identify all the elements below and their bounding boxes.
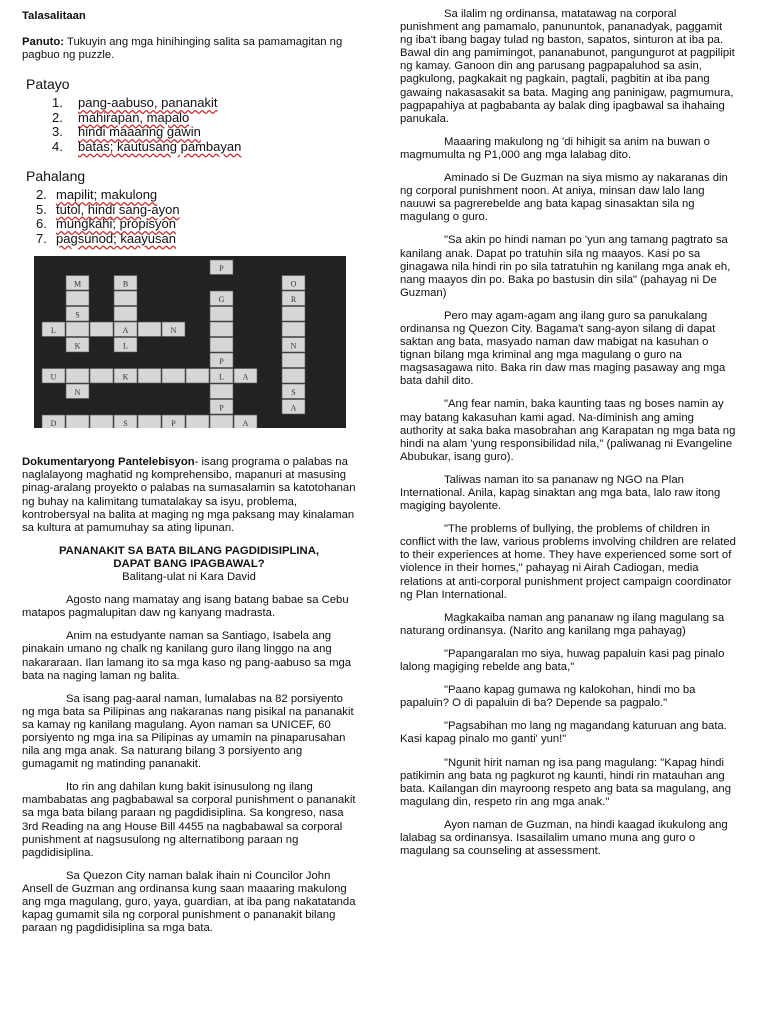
- crossword-cell: [162, 415, 185, 428]
- crossword-letter: S: [291, 388, 296, 398]
- clue-number: 2.: [52, 109, 63, 125]
- crossword-cell: [114, 415, 137, 428]
- crossword-cell: [282, 307, 305, 322]
- clue-item: [36, 232, 356, 247]
- crossword-letter: K: [122, 372, 129, 382]
- crossword-cell: [66, 276, 89, 291]
- crossword-cell: [66, 384, 89, 399]
- crossword-cell: [90, 369, 113, 384]
- clue-text: pagsunod; kaayusan: [56, 230, 176, 246]
- crossword-letter: S: [75, 310, 80, 320]
- clue-number: 1.: [52, 95, 63, 111]
- crossword-letter: P: [219, 357, 224, 367]
- crossword-cell: [162, 369, 185, 384]
- crossword-cell: [66, 369, 89, 384]
- clue-item: [36, 217, 356, 232]
- crossword-cell: [210, 384, 233, 399]
- clue-item: [36, 203, 356, 218]
- crossword-letter: N: [74, 388, 81, 398]
- crossword-letter: D: [50, 419, 57, 429]
- article-title-line2: DAPAT BANG IPAGBAWAL?: [113, 557, 265, 570]
- crossword-cell: [114, 307, 137, 322]
- clue-text: mapilit; makulong: [56, 187, 158, 203]
- crossword-cell: [210, 291, 233, 306]
- article-paragraph: "Ang fear namin, baka kaunting taas ng boses namin ay may batang kakasuhan kami agad. Na-diminish ang aming authority at saka baka masobrahan ang Karapatan ng mga bata ng hindi na alam 'yung responsibilidad nila," (paliwanag ni Evangeline Abubukar, isang guro).: [400, 398, 736, 463]
- crossword-cell: [90, 322, 113, 337]
- instructions-label: Panuto:: [22, 36, 65, 49]
- crossword-letter: A: [290, 403, 297, 413]
- clue-item: [52, 125, 356, 140]
- crossword-letter: R: [290, 295, 297, 305]
- clue-text: mahirapan, mapalo: [78, 109, 190, 125]
- right-column: [400, 8, 736, 868]
- article-paragraph: Sa isang pag-aaral naman, lumalabas na 82 porsiyento ng mga bata sa Pilipinas ang nakaranas nang pisikal na pananakit sa kamay ng kanilang magulang. Ayon naman sa UNICEF, 60 porsiyento ng mga ina sa Pilipinas ay umamin na pinaparusahan nila ang mga anak. Sa naturang bilang 3 porsiyento ang gumagamit ng matinding pananakit.: [22, 692, 354, 771]
- definition-term: Dokumentaryong Pantelebisyon: [22, 456, 195, 469]
- crossword-letter: L: [123, 341, 128, 351]
- article-paragraph: "Ngunit hirit naman ng isa pang magulang: "Kapag hindi patikimin ang bata ng pagkurot ng kaunti, hindi rin matauhan ang bata. Kailangan din mayroong respeto ang bata sa magulang, ang magulang din, respeto rin ang mga anak.": [400, 756, 731, 808]
- crossword-cell: [42, 369, 65, 384]
- crossword-letter: N: [290, 341, 297, 351]
- article-paragraph: "Pagsabihan mo lang ng magandang katuruan ang bata. Kasi kapag pinalo mo ganti' yun!": [400, 720, 727, 746]
- article-paragraph: Sa Quezon City naman balak ihain ni Councilor John Ansell de Guzman ang ordinansa kung saan maaaring makulong ang mga magulang, guro, yaya, guardian, at iba pang nakatatanda kapag gumamit sila ng corporal punishment o pananakit bilang paraan ng pagdidisiplina sa mga bata.: [22, 869, 356, 935]
- crossword-cell: [282, 369, 305, 384]
- crossword-cell: [42, 322, 65, 337]
- crossword-cell: [66, 291, 89, 306]
- clue-number: 5.: [36, 201, 47, 217]
- crossword-cell: [282, 400, 305, 415]
- crossword-cell: [114, 322, 137, 337]
- crossword-cell: [282, 291, 305, 306]
- crossword-cell: [66, 338, 89, 353]
- crossword-cell: [138, 415, 161, 428]
- clue-number: 4.: [52, 138, 63, 154]
- crossword-letter: A: [242, 372, 249, 382]
- crossword-cell: [210, 400, 233, 415]
- article-paragraph: Agosto nang mamatay ang isang batang babae sa Cebu matapos pagmalupitan daw ng kanyang madrasta.: [22, 594, 349, 620]
- left-column: [22, 0, 356, 945]
- crossword-letter: L: [51, 326, 56, 336]
- crossword-letter: O: [290, 279, 297, 289]
- article-paragraph: Ayon naman de Guzman, na hindi kaagad ikukulong ang lalabag sa ordinansya. Isasailalim umano muna ang guro o magulang sa counseling at assessment.: [400, 818, 728, 858]
- crossword-letter: A: [122, 326, 129, 336]
- instructions-text: Tukuyin ang mga hinihinging salita sa pamamagitan ng pagbuo ng puzzle.: [22, 36, 343, 62]
- crossword-letter: P: [171, 419, 176, 429]
- clue-text: hindi maaaring gawin: [78, 124, 201, 140]
- article-paragraph: Anim na estudyante naman sa Santiago, Isabela ang pinakain umano ng chalk ng kanilang guro ilang linggo na ang nakararaan. Ilan lamang ito sa mga kaso ng pang-aabuso sa mga bata na naging laman ng balita.: [22, 630, 352, 682]
- patayo-list: [22, 96, 356, 154]
- article-paragraph: "Sa akin po hindi naman po 'yun ang tamang pagtrato sa kanilang anak. Dapat po tratuhin sila ng maayos. Kasi po sa ginagawa nila hindi rin po sila tatratuhin ng kanilang mga anak eh, nang maayos din po. Baka po bastusin din sila" (pahayag ni De Guzman): [400, 234, 731, 299]
- crossword-cell: [210, 415, 233, 428]
- crossword-cell: [114, 338, 137, 353]
- crossword-letter: A: [242, 419, 249, 429]
- clue-text: batas; kautusang pambayan: [78, 138, 242, 154]
- crossword-cell: [210, 322, 233, 337]
- clue-text: mungkahi; propisyon: [56, 216, 176, 232]
- clue-text: tutol, hindi sang-ayon: [56, 201, 180, 217]
- crossword-letter: P: [219, 264, 224, 274]
- clue-text: pang-aabuso, pananakit: [78, 95, 218, 111]
- article-paragraph: Ito rin ang dahilan kung bakit isinusulong ng ilang mambabatas ang pagbabawal sa corporal punishment o pananakit sa mga bata bilang paraan ng pagdidisiplina. Sa kongreso, nasa 3rd Reading na ang House Bill 4455 na nagbabawal sa corporal punishment at nagsusulong ng alternatibong paraan ng pagdidisiplina.: [22, 781, 356, 859]
- crossword-letter: P: [219, 403, 224, 413]
- crossword-cell: [282, 322, 305, 337]
- crossword-cell: [282, 353, 305, 368]
- article-paragraph: "Papangaralan mo siya, huwag papaluin kasi pag pinalo lalong magiging rebelde ang bata,": [400, 647, 725, 674]
- crossword-letter: N: [170, 326, 177, 336]
- crossword-cell: [210, 369, 233, 384]
- crossword-puzzle-image: [34, 256, 346, 428]
- crossword-cell: [210, 353, 233, 368]
- crossword-letter: B: [122, 279, 129, 289]
- clue-item: [52, 140, 356, 155]
- crossword-cell: [66, 322, 89, 337]
- crossword-letter: G: [218, 295, 225, 305]
- crossword-letter: K: [74, 341, 81, 351]
- article-byline: Balitang-ulat ni Kara David: [122, 571, 256, 584]
- crossword-cell: [138, 369, 161, 384]
- article-paragraph: Aminado si De Guzman na siya mismo ay nakaranas din ng corporal punishment noon. At aniya, minsan daw lalo lang nauuwi sa pagrerebelde ang bata kapag sinasaktan sila ng magulang o guro.: [400, 172, 728, 224]
- crossword-cell: [42, 415, 65, 428]
- crossword-cell: [282, 338, 305, 353]
- crossword-cell: [114, 369, 137, 384]
- crossword-cell: [114, 291, 137, 306]
- article-paragraph: Pero may agam-agam ang ilang guro sa panukalang ordinansa ng Quezon City. Bagama't sang-ayon silang di dapat saktan ang bata, masyado naman daw mabigat na kasuhan o tignan bilang mga kriminal ang mga magulang o guro na magsasagawa nito. Baka rin daw mas maging pasaway ang mga bata dahil dito.: [400, 309, 726, 388]
- crossword-cell: [162, 322, 185, 337]
- article-paragraph: "The problems of bullying, the problems of children in conflict with the law, various problems involving children are related to their experiences at home. They have experienced some sort of violence in their homes," pahayag ni Airah Cadiogan, media relations at anti-corporal punishment project campaign coordinator ng Plan International.: [400, 523, 736, 601]
- article-paragraph: Sa ilalim ng ordinansa, matatawag na corporal punishment ang pamamalo, panununtok, pananadyak, paggamit ng iba't ibang bagay tulad ng baston, sapatos, sinturon at iba pa. Bawal din ang pamimingot, pananabunot, pangungurot at pagpilipit ng kamay. Ganoon din ang parusang pagpapaluhod sa asin, pagkulong, pagkakait ng pagkain, pagtali, pagbitin at iba pang gawaing nakasasakit sa bata. Maging ang paninigaw, pagmumura, pagpapahiya at pagbabanta ay balak ding ipagbawal sa ihahaing panukala.: [400, 8, 735, 125]
- clue-item: [52, 96, 356, 111]
- crossword-cell: [234, 369, 257, 384]
- crossword-cell: [282, 276, 305, 291]
- crossword-letter: M: [73, 279, 82, 289]
- clue-number: 7.: [36, 230, 47, 246]
- crossword-cell: [114, 276, 137, 291]
- article-paragraph: Taliwas naman ito sa pananaw ng NGO na Plan International. Anila, kapag sinaktan ang mga bata, lalo raw itong magiging bayolente.: [400, 473, 721, 513]
- clue-number: 2.: [36, 187, 47, 203]
- crossword-letter: L: [219, 372, 224, 382]
- crossword-cell: [234, 415, 257, 428]
- instructions: [22, 36, 356, 62]
- article-paragraph: Maaaring makulong ng 'di hihigit sa anim na buwan o magmumulta ng P1,000 ang mga lalabag dito.: [400, 135, 710, 161]
- crossword-cell: [90, 415, 113, 428]
- crossword-cell: [186, 369, 209, 384]
- section-title: Talasalitaan: [22, 10, 86, 22]
- article-title-line1: PANANAKIT SA BATA BILANG PAGDIDISIPLINA,: [58, 544, 320, 557]
- pahalang-list: [22, 188, 356, 246]
- clue-number: 3.: [52, 124, 63, 140]
- crossword-letter: U: [50, 372, 57, 382]
- article-paragraph: "Paano kapag gumawa ng kalokohan, hindi mo ba papaluin? O di papaluin di ba? Depende sa pagpalo.": [400, 684, 696, 710]
- crossword-grid: [34, 256, 346, 428]
- crossword-cell: [66, 415, 89, 428]
- crossword-letter: S: [123, 419, 128, 429]
- clue-item: [52, 111, 356, 126]
- patayo-heading: Patayo: [26, 76, 70, 93]
- clue-number: 6.: [36, 216, 47, 232]
- definition-paragraph: [22, 456, 356, 535]
- crossword-cell: [66, 307, 89, 322]
- pahalang-heading: Pahalang: [26, 168, 86, 185]
- clue-item: [36, 188, 356, 203]
- crossword-cell: [186, 415, 209, 428]
- crossword-cell: [138, 322, 161, 337]
- crossword-cell: [282, 384, 305, 399]
- crossword-cell: [210, 307, 233, 322]
- definition-text: - isang programa o palabas na naglalayong maghatid ng komprehensibo, mapanuri at masusing pinag-aralang proyekto o palabas na sumasalamin sa katotohanan ng buhay na kalimitang tumatalakay sa isyu, problema, kontrobersyal na balita at maging ng mga paksang may kinalaman sa kultura at pamumuhay sa ating lipunan.: [22, 456, 356, 534]
- crossword-cell: [210, 260, 233, 275]
- crossword-cell: [210, 338, 233, 353]
- article-paragraph: Magkakaiba naman ang pananaw ng ilang magulang sa naturang ordinansya. (Narito ang kanilang mga pahayag): [400, 611, 725, 637]
